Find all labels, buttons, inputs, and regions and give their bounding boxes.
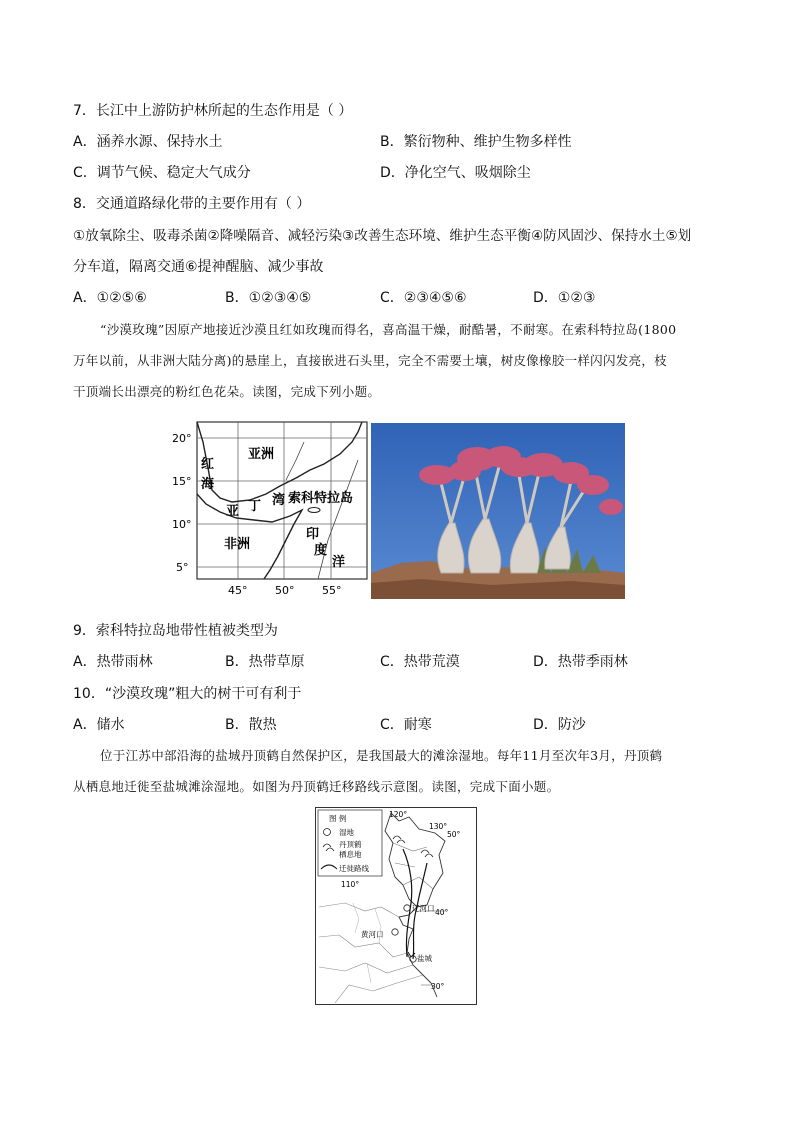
label-yancheng: 盐城 bbox=[417, 954, 432, 963]
lat-30: 30° bbox=[431, 982, 445, 991]
lon-130: 130° bbox=[429, 822, 448, 831]
q9-option-b: B．热带草原 bbox=[225, 654, 305, 670]
passage1-line3: 干顶端长出漂亮的粉红色花朵。读图，完成下列小题。 bbox=[73, 384, 381, 399]
q10-stem: 10．“沙漠玫瑰”粗大的树干可有利于 bbox=[73, 686, 302, 702]
label-indian-ocean-1: 印 bbox=[306, 527, 320, 542]
q9-option-c: C．热带荒漠 bbox=[380, 654, 460, 670]
lon-label-45: 45° bbox=[228, 584, 248, 597]
q10-option-c: C．耐寒 bbox=[380, 717, 432, 733]
q10-option-b: B．散热 bbox=[225, 717, 277, 733]
lon-110: 110° bbox=[341, 880, 360, 889]
q9-option-d: D．热带季雨林 bbox=[533, 654, 628, 670]
label-socotra: 索科特拉岛 bbox=[288, 491, 354, 506]
crane-migration-map bbox=[315, 807, 478, 1006]
q8-choices-line2: 分车道，隔离交通⑥提神醒脑、减少事故 bbox=[73, 259, 324, 275]
legend-title: 图 例 bbox=[329, 814, 347, 823]
q9-option-a: A．热带雨林 bbox=[73, 654, 153, 670]
passage2-line1: 位于江苏中部沿海的盐城丹顶鹤自然保护区，是我国最大的滩涂湿地。每年11月至次年3月，丹顶鹤 bbox=[100, 748, 663, 763]
lon-label-50: 50° bbox=[275, 584, 295, 597]
q9-stem: 9．索科特拉岛地带性植被类型为 bbox=[73, 623, 278, 639]
socotra-island-shape bbox=[308, 508, 320, 513]
q8-option-b: B．①②③④⑤ bbox=[225, 290, 312, 306]
lat-50: 50° bbox=[447, 830, 461, 839]
q7-option-b: B．繁衍物种、维护生物多样性 bbox=[380, 134, 572, 150]
lat-40: 40° bbox=[435, 908, 449, 917]
passage1-line2: 万年以前，从非洲大陆分离)的悬崖上，直接嵌进石头里，完全不需要土壤，树皮像橡胶一样闪闪发亮，枝 bbox=[73, 353, 667, 368]
socotra-map bbox=[168, 420, 370, 600]
q8-stem: 8．交通道路绿化带的主要作用有（ ） bbox=[73, 196, 311, 212]
lon-120: 120° bbox=[389, 810, 408, 819]
label-liaohe: 辽河口 bbox=[412, 904, 435, 913]
label-red-sea-2: 海 bbox=[201, 477, 215, 492]
label-red-sea-1: 红 bbox=[201, 457, 215, 472]
label-gulf-3: 湾 bbox=[272, 493, 286, 508]
label-indian-ocean-2: 度 bbox=[314, 543, 328, 558]
q7-option-c: C．调节气候、稳定大气成分 bbox=[73, 165, 251, 181]
label-gulf-2: 丁 bbox=[248, 499, 262, 514]
q10-option-a: A．储水 bbox=[73, 717, 125, 733]
q7-option-d: D．净化空气、吸烟除尘 bbox=[380, 165, 531, 181]
q8-option-c: C．②③④⑤⑥ bbox=[380, 290, 467, 306]
desert-rose-photo bbox=[371, 423, 625, 599]
passage2-line2: 从栖息地迁徙至盐城滩涂湿地。如图为丹顶鹤迁移路线示意图。读图，完成下面小题。 bbox=[73, 779, 560, 794]
lat-label-15: 15° bbox=[172, 475, 192, 488]
q8-choices-line1: ①放氧除尘、吸毒杀菌②降噪隔音、减轻污染③改善生态环境、维护生态平衡④防风固沙、保持水土⑤划 bbox=[73, 228, 692, 244]
legend-route: 迁徙路线 bbox=[339, 864, 369, 873]
label-asia: 亚洲 bbox=[248, 447, 275, 462]
q8-option-d: D．①②③ bbox=[533, 290, 596, 306]
label-gulf-1: 亚 bbox=[226, 504, 240, 519]
lon-label-55: 55° bbox=[322, 584, 342, 597]
q8-option-a: A．①②⑤⑥ bbox=[73, 290, 147, 306]
q10-option-d: D．防沙 bbox=[533, 717, 586, 733]
lat-label-5: 5° bbox=[176, 561, 189, 574]
passage1-line1: “沙漠玫瑰”因原产地接近沙漠且红如玫瑰而得名，喜高温干燥，耐酷暑，不耐寒。在索科特拉岛(1800 bbox=[100, 322, 677, 337]
legend-wetland: 湿地 bbox=[339, 828, 354, 837]
q7-option-a: A．涵养水源、保持水土 bbox=[73, 134, 223, 150]
legend-habitat-2: 栖息地 bbox=[339, 850, 362, 859]
label-africa: 非洲 bbox=[224, 537, 251, 552]
q7-stem: 7．长江中上游防护林所起的生态作用是（ ） bbox=[73, 103, 353, 119]
lat-label-20: 20° bbox=[172, 432, 192, 445]
legend-habitat-1: 丹顶鹤 bbox=[339, 840, 362, 849]
lat-label-10: 10° bbox=[172, 518, 192, 531]
label-indian-ocean-3: 洋 bbox=[332, 555, 346, 570]
label-huanghe: 黄河口 bbox=[361, 930, 384, 939]
